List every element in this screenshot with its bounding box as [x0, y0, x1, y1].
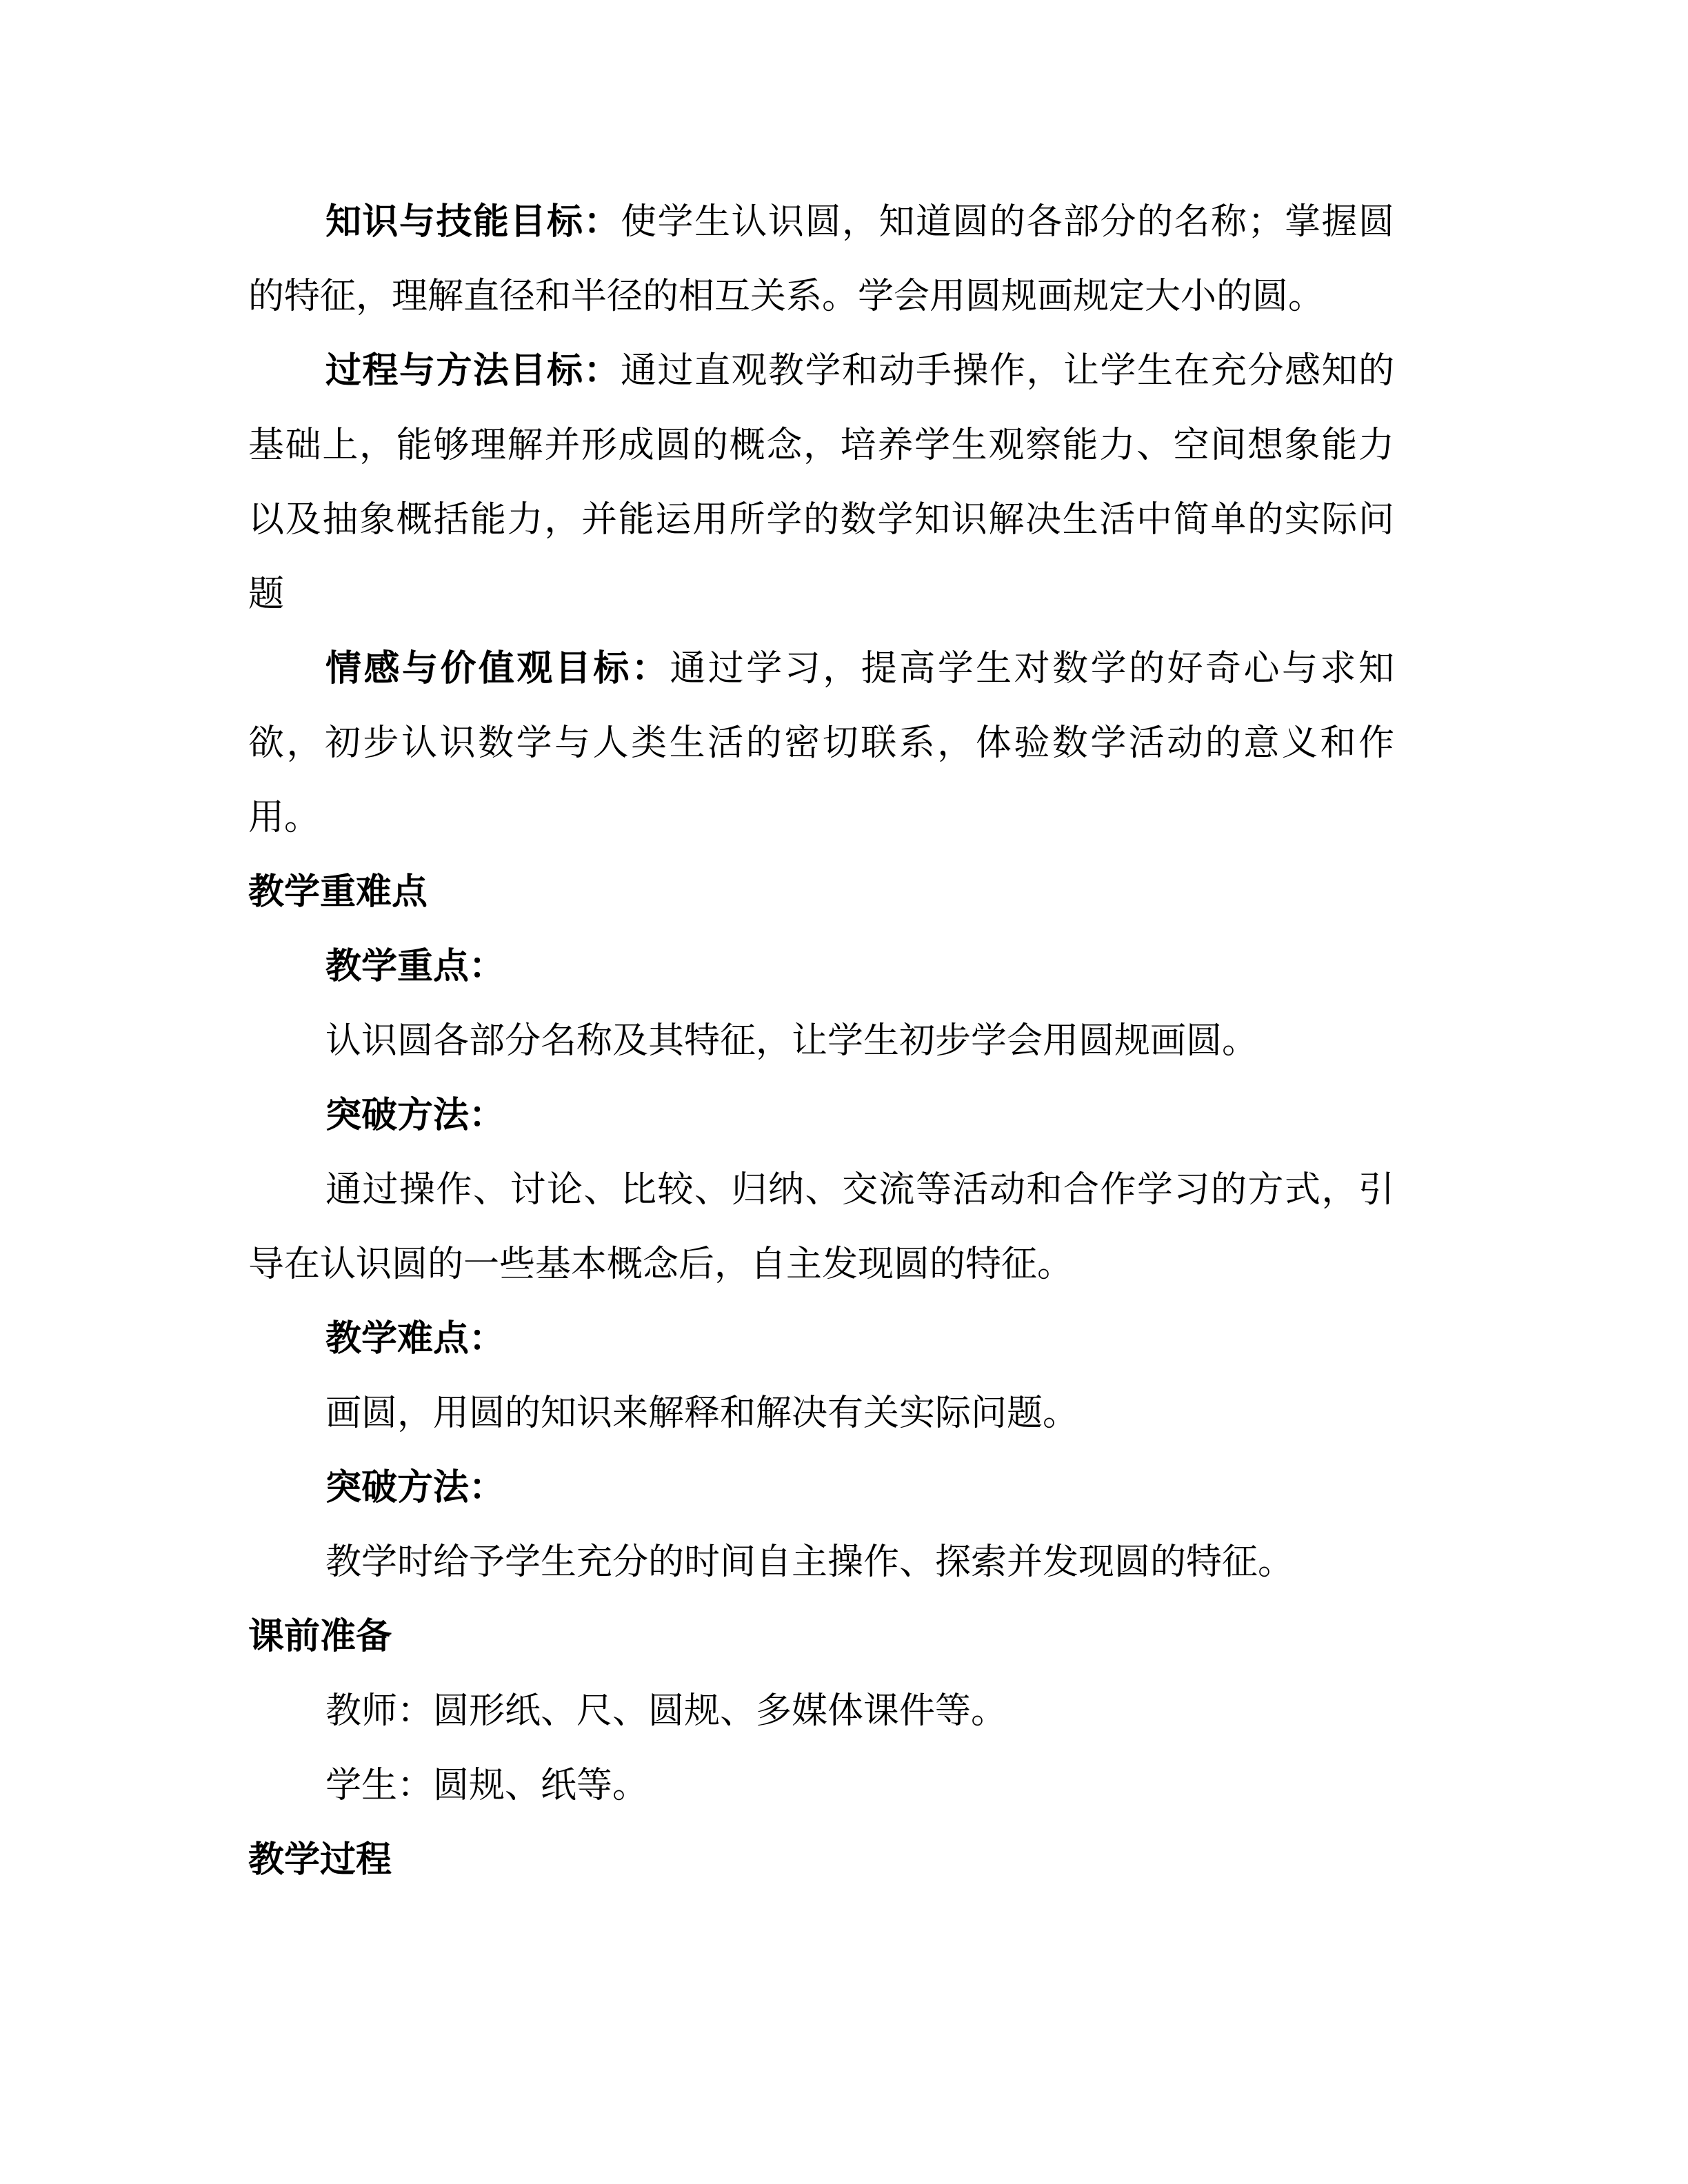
focus-method-label: 突破方法：	[325, 1094, 505, 1136]
preparation-heading: 课前准备	[248, 1615, 392, 1657]
process-objective-label: 过程与方法目标：	[325, 350, 621, 392]
knowledge-objective-text: 使学生认识圆，知道圆的各部分的名称；掌握圆的特征，理解直径和半径的相互关系。学会用圆规画规定大小的圆。	[248, 201, 1394, 317]
focus-method-text: 通过操作、讨论、比较、归纳、交流等活动和合作学习的方式，引导在认识圆的一些基本概念后，自主发现圆的特征。	[248, 1169, 1394, 1285]
focus-label: 教学重点：	[325, 945, 505, 987]
focus-text: 认识圆各部分名称及其特征，让学生初步学会用圆规画圆。	[325, 1020, 1258, 1062]
difficulty-method-text: 教学时给予学生充分的时间自主操作、探索并发现圆的特征。	[325, 1541, 1294, 1583]
document-page	[248, 185, 1394, 1897]
difficulty-label: 教学难点：	[325, 1317, 505, 1359]
preparation-teacher: 教师：圆形纸、尺、圆规、多媒体课件等。	[325, 1690, 1007, 1732]
emotion-objective-text: 通过学习，提高学生对数学的好奇心与求知欲，初步认识数学与人类生活的密切联系，体验数学活动的意义和作用。	[248, 648, 1394, 838]
process-heading: 教学过程	[248, 1839, 392, 1881]
emotion-objective	[248, 631, 1394, 855]
knowledge-objective-label: 知识与技能目标：	[325, 201, 621, 243]
key-points-heading: 教学重难点	[248, 871, 428, 913]
knowledge-objective	[248, 185, 1394, 334]
preparation-student: 学生：圆规、纸等。	[325, 1765, 649, 1806]
emotion-objective-label: 情感与价值观目标：	[325, 647, 670, 689]
difficulty-text: 画圆，用圆的知识来解释和解决有关实际问题。	[325, 1393, 1079, 1434]
difficulty-method-label: 突破方法：	[325, 1466, 505, 1508]
process-objective-text: 通过直观教学和动手操作，让学生在充分感知的基础上，能够理解并形成圆的概念，培养学生观察能力、空间想象能力以及抽象概括能力，并能运用所学的数学知识解决生活中简单的实际问题	[248, 350, 1394, 615]
process-objective	[248, 334, 1394, 631]
